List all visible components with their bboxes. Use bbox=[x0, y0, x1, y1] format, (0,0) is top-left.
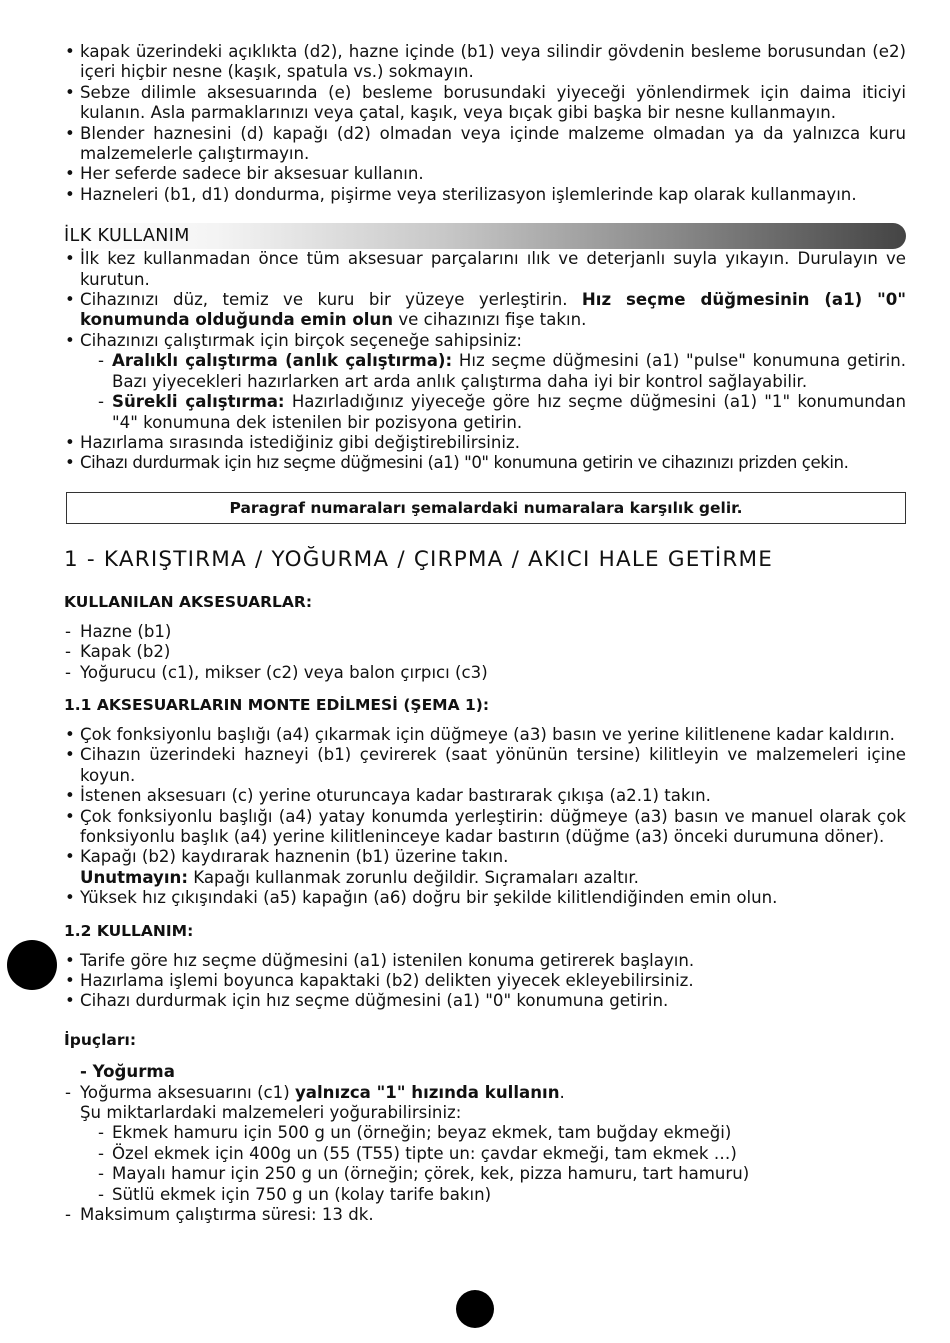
tips-heading: İpuçları: bbox=[64, 1030, 137, 1049]
list-item: • Çok fonksiyonlu başlığı (a4) yatay konumda yerleştirin: düğmeye (a3) basın ve manuel olarak çok fonksiyonlu başlık (a4) yerine kilitleninceye kadar bastırın (düğme (a3) önceki durumuna döner). bbox=[64, 807, 906, 848]
bold-text: Sürekli çalıştırma: bbox=[112, 392, 285, 412]
use-list bbox=[64, 951, 906, 1012]
kneading-list bbox=[64, 1083, 906, 1226]
text: . bbox=[559, 1082, 565, 1102]
list-item: • Hazneleri (b1, d1) dondurma, pişirme veya sterilizasyon işlemlerinde kap olarak kullanmayın. bbox=[64, 185, 906, 205]
list-item bbox=[64, 847, 906, 888]
use-heading: 1.2 KULLANIM: bbox=[64, 921, 194, 940]
tips-subheading: - Yoğurma bbox=[80, 1062, 175, 1082]
assembly-heading: 1.1 AKSESUARLARIN MONTE EDİLMESİ (ŞEMA 1): bbox=[64, 695, 490, 714]
bold-text: Unutmayın: bbox=[80, 867, 188, 887]
list-item: - Ekmek hamuru için 500 g un (örneğin; beyaz ekmek, tam buğday ekmeği) bbox=[96, 1123, 906, 1143]
list-item: • Yüksek hız çıkışındaki (a5) kapağın (a6) doğru bir şekilde kilitlendiğinden emin olun. bbox=[64, 888, 906, 908]
list-item: • kapak üzerindeki açıklıkta (d2), hazne içinde (b1) veya silindir gövdenin besleme borusundan (e2) içeri hiçbir nesne (kaşık, spatula vs.) sokmayın. bbox=[64, 42, 906, 83]
list-item bbox=[64, 290, 906, 331]
text: Cihazınızı çalıştırmak için birçok seçeneğe sahipsiniz: bbox=[80, 330, 522, 350]
section-band-first-use bbox=[64, 223, 906, 249]
text: ve cihazınızı fişe takın. bbox=[393, 310, 587, 330]
list-item bbox=[64, 331, 906, 433]
list-item: • Cihazın üzerindeki hazneyi (b1) çevirerek (saat yönünün tersine) kilitleyin ve malzemeleri içine koyun. bbox=[64, 745, 906, 786]
text: Şu miktarlardaki malzemeleri yoğurabilirsiniz: bbox=[80, 1103, 462, 1123]
list-item: • Sebze dilimle aksesuarında (e) besleme borusundaki yiyeceği yönlendirmek için daima iticiyi kulanın. Asla parmaklarınızı veya çatal, kaşık, veya bıçak gibi başka bir nesne kullanmayın. bbox=[64, 83, 906, 124]
list-item: • Hazırlama işlemi boyunca kapaktaki (b2) delikten yiyecek ekleyebilirsiniz. bbox=[64, 971, 906, 991]
list-item: - Mayalı hamur için 250 g un (örneğin; çörek, kek, pizza hamuru, tart hamuru) bbox=[96, 1164, 906, 1184]
section-title-first-use: İLK KULLANIM bbox=[64, 226, 190, 247]
page-marker-circle bbox=[7, 940, 57, 990]
list-item bbox=[64, 1083, 906, 1205]
text: Yoğurma aksesuarını (c1) bbox=[80, 1082, 295, 1102]
list-item: - Maksimum çalıştırma süresi: 13 dk. bbox=[64, 1205, 906, 1225]
list-item: - Yoğurucu (c1), mikser (c2) veya balon çırpıcı (c3) bbox=[64, 663, 906, 683]
bold-text: yalnızca "1" hızında kullanın bbox=[294, 1082, 560, 1102]
list-item: • İstenen aksesuarı (c) yerine oturuncaya kadar bastırarak çıkışa (a2.1) takın. bbox=[64, 786, 906, 806]
list-item: - Sütlü ekmek için 750 g un (kolay tarife bakın) bbox=[96, 1185, 906, 1205]
text: Hazırladığınız yiyeceğe göre hız seçme düğmesini (a1) "1" konumundan "4" konumuna dek istenilen bir pozisyona getirin. bbox=[112, 392, 906, 432]
list-item: • Tarife göre hız seçme düğmesini (a1) istenilen konuma getirerek başlayın. bbox=[64, 951, 906, 971]
document-page bbox=[64, 42, 906, 1225]
list-item: - Özel ekmek için 400g un (55 (T55) tipte un: çavdar ekmeği, tam ekmek …) bbox=[96, 1144, 906, 1164]
list-item: • Hazırlama sırasında istediğiniz gibi değiştirebilirsiniz. bbox=[64, 433, 906, 453]
text: Kapağı kullanmak zorunlu değildir. Sıçramaları azaltır. bbox=[187, 867, 639, 887]
text: Cihazınızı düz, temiz ve kuru bir yüzeye yerleştirin. bbox=[80, 290, 582, 310]
bold-text: Aralıklı çalıştırma (anlık çalıştırma): bbox=[112, 351, 453, 371]
accessories-list bbox=[64, 622, 906, 683]
text: Kapağı (b2) kaydırarak haznenin (b1) üzerine takın. bbox=[80, 847, 509, 867]
note-box: Paragraf numaraları şemalardaki numaralara karşılık gelir. bbox=[66, 492, 906, 524]
list-item: - Kapak (b2) bbox=[64, 642, 906, 662]
kneading-quantities-list bbox=[80, 1123, 906, 1205]
first-use-list bbox=[64, 249, 906, 473]
list-item: • Cihazı durdurmak için hız seçme düğmesini (a1) "0" konumuna getirin. bbox=[64, 991, 906, 1011]
list-item: • Blender haznesini (d) kapağı (d2) olmadan veya içinde malzeme olmadan ya da yalnızca kuru malzemelerle çalıştırmayın. bbox=[64, 124, 906, 165]
accessories-heading: KULLANILAN AKSESUARLAR: bbox=[64, 592, 313, 611]
list-item: • İlk kez kullanmadan önce tüm aksesuar parçalarını ılık ve deterjanlı suyla yıkayın. Durulayın ve kurutun. bbox=[64, 249, 906, 290]
bold-text: Hız seçme düğmesinin (a1) "0" konumunda olduğunda emin olun bbox=[80, 290, 906, 330]
operation-modes-list bbox=[80, 351, 906, 433]
list-item: • Her seferde sadece bir aksesuar kullanın. bbox=[64, 164, 906, 184]
list-item: • Cihazı durdurmak için hız seçme düğmesini (a1) "0" konumuna getirin ve cihazınızı prizden çekin. bbox=[64, 453, 906, 473]
assembly-list bbox=[64, 725, 906, 909]
list-item: - Hazne (b1) bbox=[64, 622, 906, 642]
safety-list bbox=[64, 42, 906, 205]
list-item bbox=[96, 351, 906, 392]
text: Hız seçme düğmesini (a1) "pulse" konumuna getirin. Bazı yiyecekleri hazırlarken art arda anlık çalıştırma daha iyi bir kontrol sağlayabilir. bbox=[112, 351, 906, 391]
list-item bbox=[96, 392, 906, 433]
page-number-circle bbox=[456, 1290, 494, 1328]
list-item: • Çok fonksiyonlu başlığı (a4) çıkarmak için düğmeye (a3) basın ve yerine kilitlenene kadar kaldırın. bbox=[64, 725, 906, 745]
section-title-mixing: 1 - KARIŞTIRMA / YOĞURMA / ÇIRPMA / AKICI HALE GETİRME bbox=[64, 546, 774, 572]
